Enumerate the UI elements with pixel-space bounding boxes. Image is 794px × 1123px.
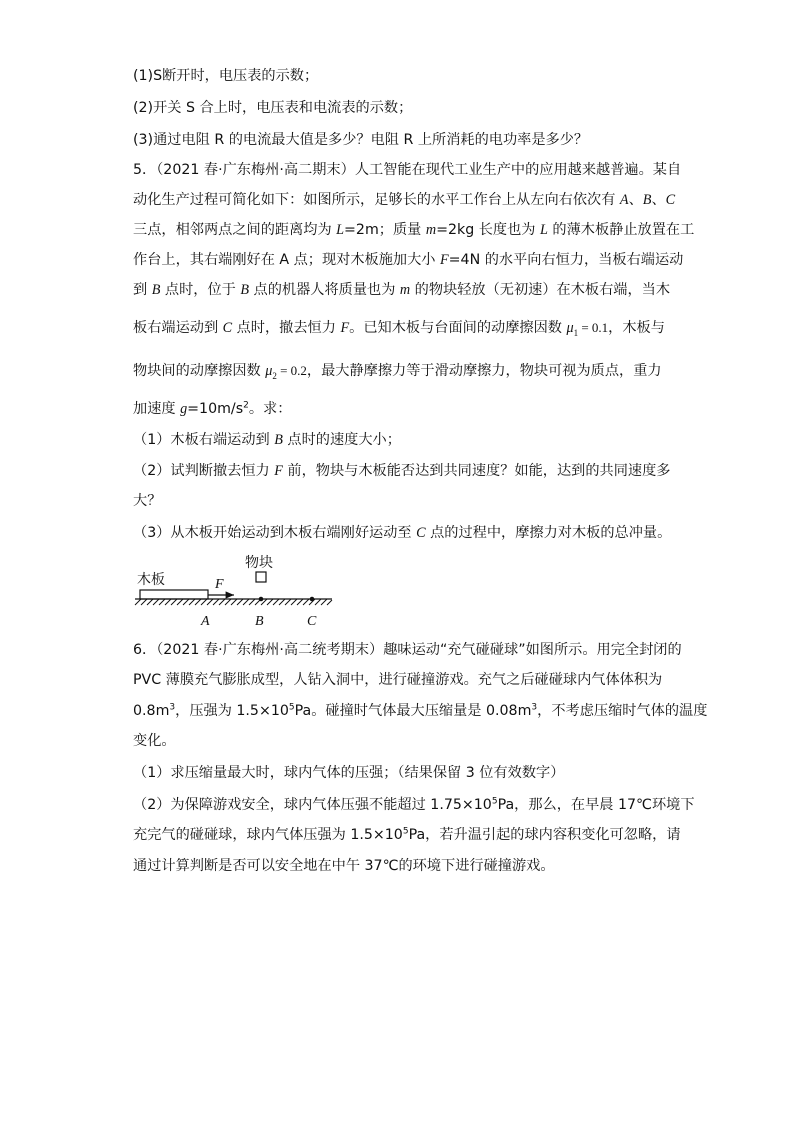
q5-sub1: （1）木板右端运动到 B 点时的速度大小； <box>133 432 401 448</box>
q5-line5: 到 B 点时，位于 B 点的机器人将质量也为 m 的物块轻放（无初速）在木板右端，当木 <box>133 282 671 298</box>
q4-part3: (3)通过电阻 R 的电流最大值是多少？电阻 R 上所消耗的电功率是多少？ <box>133 132 589 148</box>
point-b-label: B <box>255 614 264 629</box>
q4-part2: (2)开关 S 合上时，电压表和电流表的示数； <box>133 100 413 116</box>
q5-sub2: （2）试判断撤去恒力 F 前，物块与木板能否达到共同速度？如能，达到的共同速度多 <box>133 463 671 479</box>
q5-line6: 板右端运动到 C 点时，撤去恒力 F。已知木板与台面间的动摩擦因数 $\mu_1 = 0.1$，木板与 <box>133 320 665 338</box>
point-a-label: A <box>201 614 210 629</box>
q6-sub2: （2）为保障游戏安全，球内气体压强不能超过 $1.75\times 10^5Pa$，那么，在早晨 17℃环境下 <box>133 796 695 813</box>
q6-line2: PVC 薄膜充气膨胀成型，人钻入洞中，进行碰撞游戏。充气之后碰碰球内气体体积为 <box>133 672 663 688</box>
force-label: F <box>215 577 224 592</box>
q5-line4: 作台上，其右端刚好在 A 点；现对木板施加大小 F=4N 的水平向右恒力，当板右端运动 <box>133 252 684 268</box>
ground-hatching <box>135 599 332 605</box>
block-shape <box>256 572 266 582</box>
q5-sub2-cont: 大？ <box>133 493 162 509</box>
point-b-dot <box>259 597 264 602</box>
q5-figure <box>130 552 340 632</box>
q5-line1: 5．（2021 春·广东梅州·高二期末）人工智能在现代工业生产中的应用越来越普遍。某自 <box>133 162 682 178</box>
q4-part1: (1)S断开时，电压表的示数； <box>133 68 319 84</box>
q6-line3: $0.8m^3$，压强为 $1.5\times 10^5Pa$。碰撞时气体最大压缩量是 $0.08m^3$，不考虑压缩时气体的温度 <box>133 702 708 719</box>
q5-line2: 动化生产过程可简化如下：如图所示，足够长的水平工作台上从左向右依次有 A、B、C <box>133 192 676 208</box>
board-shape <box>140 590 208 599</box>
q5-line3: 三点，相邻两点之间的距离均为 L=2m；质量 m=2kg 长度也为 L 的薄木板静止放置在工 <box>133 222 695 238</box>
q6-line4: 变化。 <box>133 733 176 749</box>
q6-line1: 6．（2021 春·广东梅州·高二统考期末）趣味运动“充气碰碰球”如图所示。用完全封闭的 <box>133 642 682 658</box>
q5-line8: 加速度 $g=10m/s^2$。求： <box>133 400 292 417</box>
block-label: 物块 <box>245 555 273 571</box>
mu2-symbol: μ <box>265 363 273 379</box>
q5-sub3: （3）从木板开始运动到木板右端刚好运动至 C 点的过程中，摩擦力对木板的总冲量。 <box>133 525 672 541</box>
point-c-label: C <box>307 614 317 629</box>
q6-sub2-cont: 充完气的碰碰球，球内气体压强为 $1.5\times 10^5Pa$，若升温引起的球内容积变化可忽略，请 <box>133 826 681 843</box>
board-label: 木板 <box>137 572 165 588</box>
q6-sub2-end: 通过计算判断是否可以安全地在中午 37℃的环境下进行碰撞游戏。 <box>133 858 555 874</box>
q5-line7: 物块间的动摩擦因数 $\mu_2 = 0.2$，最大静摩擦力等于滑动摩擦力，物块可视为质点，重力 <box>133 363 662 381</box>
q6-sub1: （1）求压缩量最大时，球内气体的压强；（结果保留 3 位有效数字） <box>133 765 565 781</box>
mu1-symbol: μ <box>566 320 574 336</box>
point-c-dot <box>310 597 315 602</box>
